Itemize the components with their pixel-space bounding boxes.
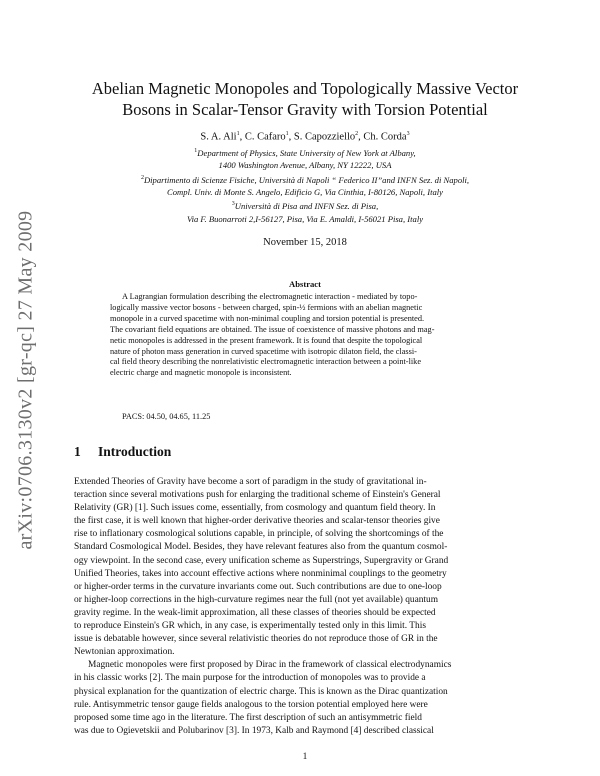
body-line: issue is debatable however, since several relativistic theories do not reproduce those of GR in the (74, 634, 438, 645)
body-line: physical explanation for the quantization of electric charge. This is known as the Dirac quantization (74, 686, 448, 697)
abstract-line: netic monopoles is addressed in the present framework. It is found that despite the topological (110, 335, 423, 345)
affiliation-text: Dipartimento di Scienze Fisiche, Università di Napoli “ Federico II”and INFN Sez. di Napoli, (143, 174, 470, 185)
page-number: 1 (302, 752, 308, 762)
affiliation-line (60, 145, 550, 159)
body-line: to reproduce Einstein's GR which, in any case, is experimentally tested only in this limit. This (74, 621, 426, 632)
body-line: teraction since several motivations push for enlarging the traditional scheme of Einstein's General (74, 490, 441, 501)
author-affil-mark: 1 (236, 131, 240, 137)
body-line: Unified Theories, takes into account effective actions where nonminimal couplings to the geometry (74, 568, 447, 579)
author-name: S. A. Ali (200, 131, 237, 143)
author-name: , Ch. Corda (358, 131, 407, 143)
section-title: Introduction (98, 444, 172, 459)
body-line: gravity regime. In the weak-limit approximation, all these classes of theories should be expected (74, 607, 436, 618)
author-affil-mark: 2 (355, 131, 359, 137)
affiliation-line (60, 198, 550, 212)
body-line: or higher-order terms in the curvature invariants come out. Such contributions are due to one-loop (74, 581, 442, 592)
arxiv-sidebar (4, 180, 48, 580)
body-line: ogy viewpoint. In the second case, every unification scheme as Superstrings, Supergravity or Grand (74, 555, 449, 566)
affiliation-text: Università di Pisa and INFN Sez. di Pisa, (234, 201, 379, 212)
affiliation-line: Compl. Univ. di Monte S. Angelo, Edificio G, Via Cinthia, I-80126, Napoli, Italy (167, 186, 443, 197)
section-number: 1 (74, 444, 81, 459)
body-line: Magnetic monopoles were first proposed by Dirac in the framework of classical electrodynamics (88, 660, 452, 671)
abstract-line: cal field theory describing the nonrelativistic electromagnetic interaction between a point-like (110, 357, 422, 367)
affiliation-line: 1400 Washington Avenue, Albany, NY 12222, USA (218, 160, 392, 171)
body-line: Relativity (GR) [1]. Such issues come, essentially, from cosmology and quantum field theory. In (74, 503, 436, 514)
paper-title (60, 78, 550, 120)
section-heading (74, 444, 171, 460)
affiliation-mark: 3 (231, 201, 235, 208)
body-line: was due to Ogievetskii and Polubarinov [3]. In 1973, Kalb and Raymond [4] described classical (74, 725, 434, 736)
body-line: the first case, it is well known that higher-order derivative theories and scalar-tensor theories give (74, 516, 440, 527)
body-line: Standard Cosmological Model. Besides, they have relevant features also from the quantum cosmol- (74, 542, 448, 553)
arxiv-identifier: arXiv:0706.3130v2 [gr-qc] 27 May 2009 (14, 210, 37, 550)
affiliation-mark: 2 (140, 174, 144, 181)
author-affil-mark: 1 (285, 131, 289, 137)
abstract-line: electric charge and magnetic monopole is inconsistent. (110, 368, 292, 378)
pacs-codes: PACS: 04.50, 04.65, 11.25 (122, 412, 211, 421)
author-name: , C. Cafaro (239, 131, 286, 143)
body-line: rule. Antisymmetric tensor gauge fields analogous to the torsion potential employed here were (74, 699, 428, 710)
body-line: in his classic works [2]. The main purpose for the introduction of monopoles was to provide a (74, 673, 426, 684)
body-line: or higher-loop corrections in the high-curvature regimes near the full (not yet available) quantum (74, 594, 439, 605)
author-affil-mark: 3 (406, 131, 410, 137)
abstract-heading: Abstract (289, 279, 321, 289)
title-line: Bosons in Scalar-Tensor Gravity with Torsion Potential (122, 100, 488, 119)
abstract-line: A Lagrangian formulation describing the electromagnetic interaction - mediated by topo- (122, 292, 418, 301)
abstract-line: monopole in a curved spacetime with non-minimal coupling and torsion potential is presented. (110, 313, 425, 323)
affiliation-mark: 1 (194, 148, 198, 154)
affiliations (60, 145, 550, 225)
paper-date: November 15, 2018 (263, 237, 347, 248)
affiliation-text: Department of Physics, State University of New York at Albany, (197, 147, 416, 158)
abstract-line: The covariant field equations are obtained. The issue of coexistence of massive photons and mag- (110, 324, 435, 334)
affiliation-line: Via F. Buonarroti 2,I-56127, Pisa, Via E. Amaldi, I-56021 Pisa, Italy (186, 213, 424, 224)
abstract-body (110, 292, 500, 379)
body-line: Newtonian approximation. (74, 647, 175, 658)
body-line: proposed some time ago in the literature. The first description of such an antisymmetric field (74, 712, 422, 723)
title-line: Abelian Magnetic Monopoles and Topologically Massive Vector (91, 79, 519, 98)
body-line: Extended Theories of Gravity have become a sort of paradigm in the study of gravitational in- (74, 477, 427, 487)
body-line: rise to inflationary cosmological solutions capable, in principle, of solving the shortcomings of the (74, 529, 444, 540)
body-text (74, 476, 527, 738)
author-list (60, 131, 550, 143)
abstract-line: nature of photon mass generation in curved spacetime with isotropic dilaton field, the classi- (110, 346, 417, 356)
author-name: , S. Capozziello (288, 131, 356, 143)
affiliation-line (60, 172, 550, 186)
abstract-line: logically massive vector bosons - between charged, spin-½ fermions with an abelian magnetic (110, 302, 423, 312)
